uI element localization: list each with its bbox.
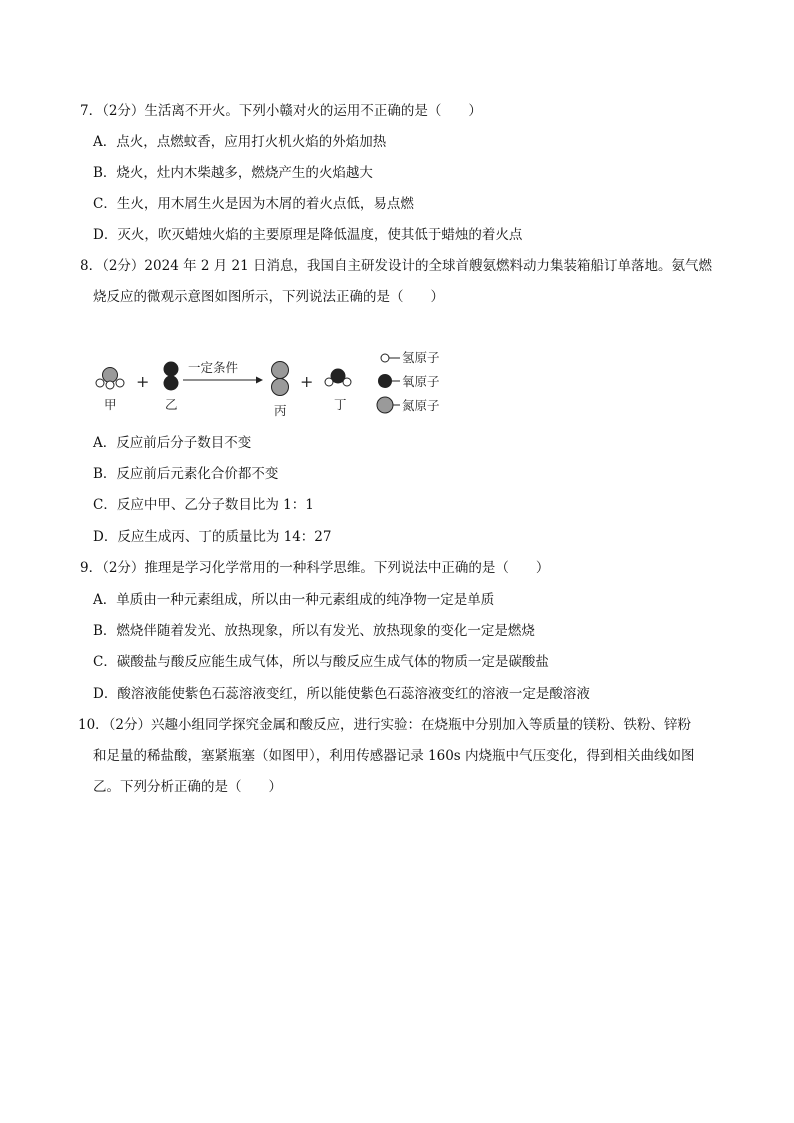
- question-8-option-b: B．反应前后元素化合价都不变: [93, 466, 279, 482]
- reaction-diagram: [88, 347, 468, 422]
- legend-hydrogen-label: 氢原子: [402, 350, 440, 365]
- question-8-stem-line-1: 8．（2分）2024 年 2 月 21 日消息，我国自主研发设计的全球首艘氨燃料动力集装箱船订单落地。氨气燃: [80, 258, 713, 274]
- oxygen-atom: [164, 376, 178, 390]
- legend-oxygen-label: 氧原子: [402, 374, 440, 389]
- legend-nitrogen-label: 氮原子: [402, 398, 440, 413]
- arrow-head-icon: [256, 377, 263, 384]
- nitrogen-atom: [103, 368, 118, 383]
- question-7-option-a: A．点火，点燃蚊香，应用打火机火焰的外焰加热: [93, 134, 387, 150]
- question-7-stem: 7．（2分）生活离不开火。下列小赣对火的运用不正确的是（ ）: [80, 103, 482, 119]
- nitrogen-atom: [272, 362, 289, 379]
- molecule-d: [325, 369, 351, 386]
- question-8-option-a: A．反应前后分子数目不变: [93, 435, 252, 451]
- oxygen-atom: [164, 362, 178, 376]
- reaction-diagram-svg: [88, 347, 468, 422]
- question-7-option-b: B．烧火，灶内木柴越多，燃烧产生的火焰越大: [93, 165, 373, 181]
- question-9-option-c: C．碳酸盐与酸反应能生成气体，所以与酸反应生成气体的物质一定是碳酸盐: [93, 654, 549, 670]
- molecule-c: [272, 362, 289, 396]
- legend: [377, 350, 440, 413]
- plus-sign: +: [300, 372, 314, 391]
- plus-sign: +: [136, 372, 150, 391]
- legend-nitrogen-icon: [377, 397, 393, 413]
- question-8-option-d: D．反应生成丙、丁的质量比为 14：27: [93, 529, 332, 545]
- molecule-b: [164, 362, 178, 390]
- molecule-a: [96, 368, 124, 390]
- question-9-option-b: B．燃烧伴随着发光、放热现象，所以有发光、放热现象的变化一定是燃烧: [93, 623, 535, 639]
- hydrogen-atom: [96, 379, 104, 387]
- hydrogen-atom: [106, 381, 114, 389]
- question-10-stem-line-2: 和足量的稀盐酸，塞紧瓶塞（如图甲），利用传感器记录 160s 内烧瓶中气压变化，得到相关曲线如图: [93, 748, 695, 764]
- question-10-stem-line-1: 10．（2分）兴趣小组同学探究金属和酸反应，进行实验：在烧瓶中分别加入等质量的镁粉、铁粉、锌粉: [78, 717, 692, 733]
- label-d: 丁: [334, 397, 347, 412]
- hydrogen-atom: [325, 378, 333, 386]
- question-7-option-c: C．生火，用木屑生火是因为木屑的着火点低，易点燃: [93, 196, 414, 212]
- reaction-condition: 一定条件: [188, 360, 239, 375]
- label-b: 乙: [165, 397, 178, 412]
- question-8-option-c: C．反应中甲、乙分子数目比为 1：1: [93, 497, 314, 513]
- question-7-option-d: D．灭火，吹灭蜡烛火焰的主要原理是降低温度，使其低于蜡烛的着火点: [93, 227, 523, 243]
- question-8-stem-line-2: 烧反应的微观示意图如图所示，下列说法正确的是（ ）: [93, 289, 444, 305]
- hydrogen-atom: [116, 379, 124, 387]
- question-9-stem: 9．（2分）推理是学习化学常用的一种科学思维。下列说法中正确的是（ ）: [80, 560, 550, 576]
- nitrogen-atom: [272, 379, 289, 396]
- question-9-option-a: A．单质由一种元素组成，所以由一种元素组成的纯净物一定是单质: [93, 592, 495, 608]
- label-a: 甲: [104, 397, 117, 412]
- hydrogen-atom: [343, 378, 351, 386]
- legend-hydrogen-icon: [381, 354, 389, 362]
- question-10-stem-line-3: 乙。下列分析正确的是（ ）: [93, 779, 282, 795]
- label-c: 丙: [274, 403, 287, 418]
- legend-oxygen-icon: [379, 375, 392, 388]
- question-9-option-d: D．酸溶液能使紫色石蕊溶液变红，所以能使紫色石蕊溶液变红的溶液一定是酸溶液: [93, 686, 590, 702]
